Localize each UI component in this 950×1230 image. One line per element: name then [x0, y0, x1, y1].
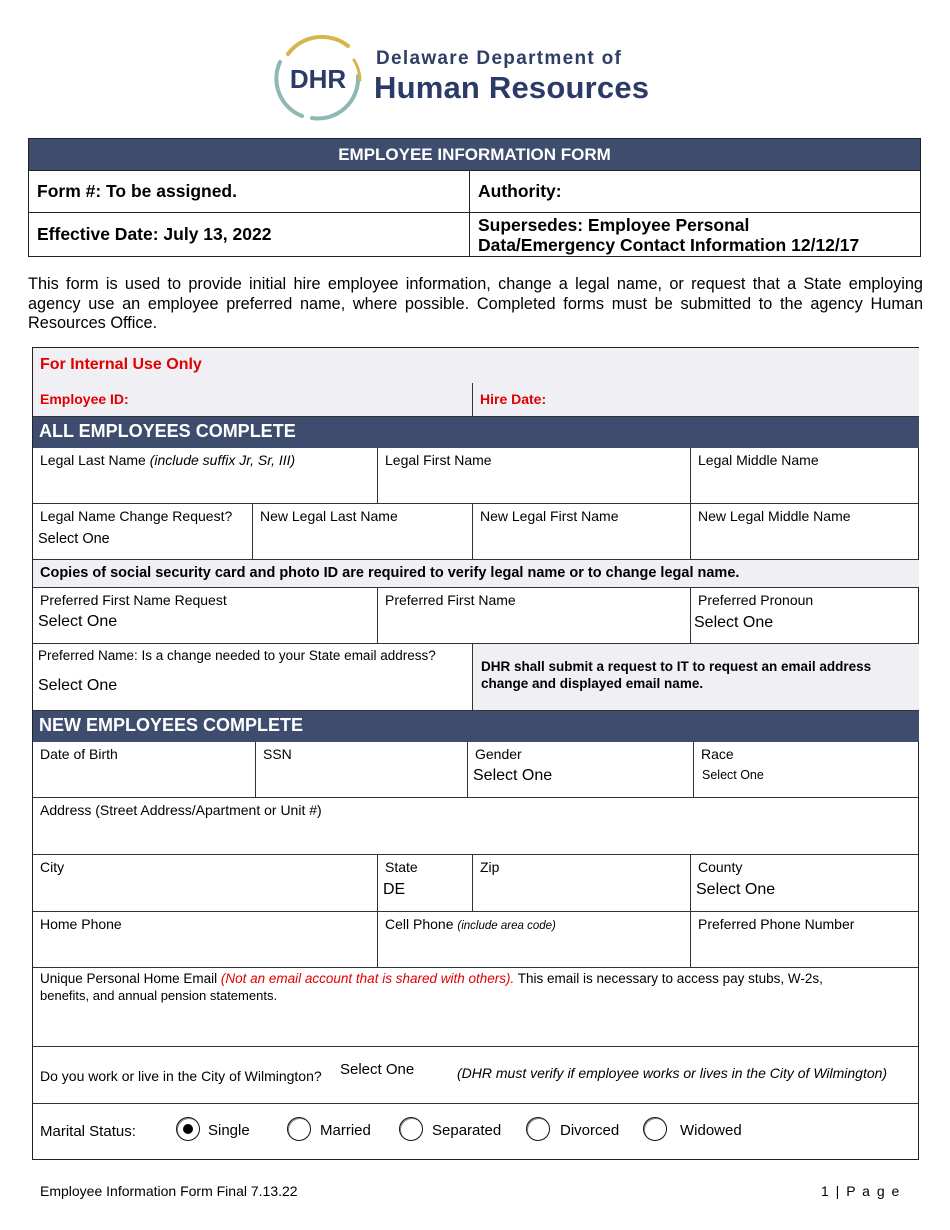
zip-label: Zip	[480, 859, 500, 875]
hire-date-label: Hire Date:	[480, 391, 547, 407]
effective-date: Effective Date: July 13, 2022	[29, 213, 470, 257]
employee-id-label: Employee ID:	[40, 391, 129, 407]
county-label: County	[698, 859, 743, 875]
marital-radio-divorced[interactable]	[526, 1117, 550, 1141]
new-employees-heading	[33, 711, 919, 742]
legal-first-name-label: Legal First Name	[385, 452, 492, 468]
radio-selected-dot	[183, 1124, 193, 1134]
employee-id-field[interactable]	[33, 383, 473, 417]
dob-field[interactable]	[33, 742, 256, 798]
name-change-request-label: Legal Name Change Request?	[40, 508, 233, 524]
preferred-first-name-request-select[interactable]: Select One	[38, 613, 118, 630]
supersedes-line2: Data/Emergency Contact Information 12/12/17	[478, 235, 860, 255]
gender-label: Gender	[475, 746, 522, 762]
state-value[interactable]: DE	[383, 881, 406, 898]
logo-mark-text: DHR	[289, 64, 347, 94]
authority: Authority:	[470, 171, 921, 213]
personal-email-field[interactable]	[33, 968, 919, 1047]
race-field[interactable]	[694, 742, 919, 798]
marital-label-single: Single	[208, 1122, 250, 1139]
new-legal-last-name-label: New Legal Last Name	[260, 508, 398, 524]
preferred-pronoun-label: Preferred Pronoun	[698, 592, 814, 608]
cell-phone-label: Cell Phone (include area code)	[385, 916, 556, 932]
personal-email-label: Unique Personal Home Email (Not an email account that is shared with others). This email is necessary to access pay stubs, W-2s, benefits, and annual pension statements.	[40, 971, 823, 1003]
form-number: Form #: To be assigned.	[29, 171, 470, 213]
ssn-field[interactable]	[256, 742, 468, 798]
new-employees-heading-text: NEW EMPLOYEES COMPLETE	[39, 715, 304, 735]
preferred-phone-field[interactable]	[691, 912, 919, 968]
marital-status-label: Marital Status:	[40, 1123, 136, 1140]
county-field[interactable]	[691, 855, 919, 912]
preferred-first-name-label: Preferred First Name	[385, 592, 516, 608]
preferred-pronoun-field[interactable]	[691, 588, 919, 644]
new-legal-first-name-field[interactable]	[473, 504, 691, 560]
preferred-first-name-field[interactable]	[378, 588, 691, 644]
home-phone-field[interactable]	[33, 912, 378, 968]
address-label: Address (Street Address/Apartment or Unit #)	[40, 802, 322, 818]
logo-line1: Delaware Department of	[376, 48, 623, 69]
gender-select[interactable]: Select One	[473, 767, 553, 784]
marital-label-divorced: Divorced	[560, 1122, 620, 1139]
state-label: State	[385, 859, 418, 875]
marital-label-widowed: Widowed	[680, 1122, 742, 1139]
hire-date-field[interactable]	[473, 383, 919, 417]
legal-last-name-field[interactable]	[33, 448, 378, 504]
form-header-table	[28, 138, 921, 257]
preferred-first-name-request-field[interactable]	[33, 588, 378, 644]
dhr-note-line1: DHR shall submit a request to IT to request an email address	[481, 659, 872, 674]
preferred-pronoun-select[interactable]: Select One	[694, 614, 774, 631]
form-title: EMPLOYEE INFORMATION FORM	[29, 139, 921, 171]
name-change-request-select[interactable]: Select One	[38, 531, 110, 547]
dhr-logo	[268, 32, 698, 122]
new-legal-middle-name-field[interactable]	[691, 504, 919, 560]
wilmington-select[interactable]: Select One	[340, 1061, 415, 1078]
new-legal-first-name-label: New Legal First Name	[480, 508, 619, 524]
legal-last-name-label: Legal Last Name (include suffix Jr, Sr, III)	[40, 452, 296, 468]
dob-label: Date of Birth	[40, 746, 118, 762]
marital-radio-single[interactable]	[176, 1117, 200, 1141]
marital-radio-widowed[interactable]	[643, 1117, 667, 1141]
email-change-label: Preferred Name: Is a change needed to your State email address?	[38, 648, 436, 663]
employee-form	[32, 347, 919, 1160]
city-field[interactable]	[33, 855, 378, 912]
internal-use-header	[33, 348, 919, 383]
all-employees-heading	[33, 417, 919, 448]
email-change-select[interactable]: Select One	[38, 677, 118, 694]
copies-notice	[33, 560, 919, 588]
all-employees-heading-text: ALL EMPLOYEES COMPLETE	[39, 421, 296, 441]
copies-notice-text: Copies of social security card and photo ID are required to verify legal name or to change legal name.	[40, 565, 740, 581]
legal-middle-name-label: Legal Middle Name	[698, 452, 819, 468]
intro-paragraph: This form is used to provide initial hire employee information, change a legal name, or request that a State employing agency use an employee preferred name, where possible. Completed forms must be submitted to the agency Human Resources Office.	[28, 275, 923, 332]
legal-first-name-field[interactable]	[378, 448, 691, 504]
county-select[interactable]: Select One	[696, 881, 776, 898]
marital-label-married: Married	[320, 1122, 371, 1139]
preferred-phone-label: Preferred Phone Number	[698, 916, 855, 932]
supersedes	[470, 213, 921, 257]
dhr-note-line2: change and displayed email name.	[481, 676, 704, 691]
supersedes-line1: Supersedes: Employee Personal	[478, 215, 750, 235]
dhr-logo-mark	[268, 32, 368, 124]
ssn-label: SSN	[263, 746, 292, 762]
email-change-field[interactable]	[33, 644, 473, 711]
marital-status-row	[33, 1104, 919, 1160]
address-field[interactable]	[33, 798, 919, 855]
logo-line2: Human Resources	[374, 70, 650, 105]
zip-field[interactable]	[473, 855, 691, 912]
state-field[interactable]	[378, 855, 473, 912]
new-legal-middle-name-label: New Legal Middle Name	[698, 508, 851, 524]
cell-phone-field[interactable]	[378, 912, 691, 968]
marital-radio-separated[interactable]	[399, 1117, 423, 1141]
new-legal-last-name-field[interactable]	[253, 504, 473, 560]
marital-radio-married[interactable]	[287, 1117, 311, 1141]
race-select[interactable]: Select One	[702, 768, 764, 782]
wilmington-label: Do you work or live in the City of Wilmington?	[40, 1068, 322, 1084]
name-change-request-field[interactable]	[33, 504, 253, 560]
wilmington-note: (DHR must verify if employee works or lives in the City of Wilmington)	[457, 1065, 888, 1081]
dhr-email-note	[473, 644, 919, 711]
legal-middle-name-field[interactable]	[691, 448, 919, 504]
internal-use-title: For Internal Use Only	[40, 356, 202, 373]
marital-label-separated: Separated	[432, 1122, 502, 1139]
footer-left: Employee Information Form Final 7.13.22	[40, 1183, 298, 1199]
gender-field[interactable]	[468, 742, 694, 798]
preferred-first-name-request-label: Preferred First Name Request	[40, 592, 227, 608]
race-label: Race	[701, 746, 734, 762]
wilmington-field[interactable]	[33, 1047, 919, 1104]
home-phone-label: Home Phone	[40, 916, 122, 932]
city-label: City	[40, 859, 65, 875]
footer-page-number: 1 | P a g e	[821, 1183, 901, 1199]
